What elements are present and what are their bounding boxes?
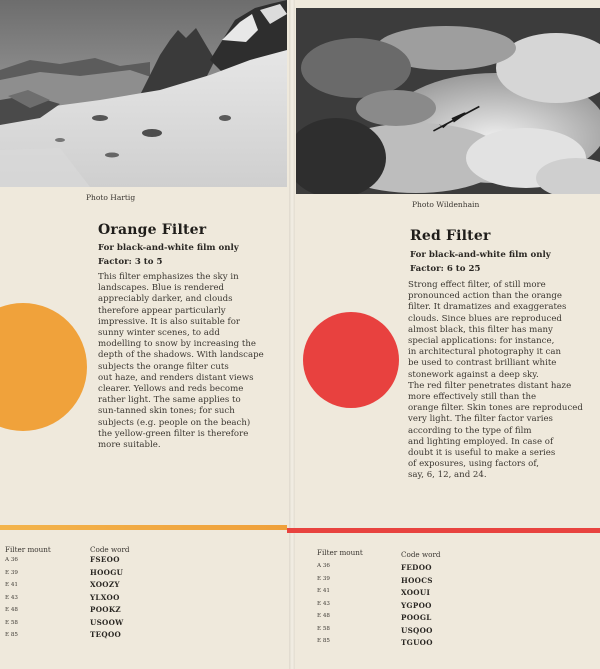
body-line: landscapes. Blue is rendered xyxy=(98,283,225,294)
filter-mount-cell: E 85 xyxy=(317,638,330,644)
filter-mount-cell: E 39 xyxy=(5,569,18,576)
page-fold xyxy=(289,0,295,669)
photo-credit-hartig: Photo Hartig xyxy=(86,193,136,202)
filter-mount-cell: E 41 xyxy=(5,582,18,588)
code-word-cell: YGPOO xyxy=(401,600,432,610)
body-line: filter. It dramatizes and exaggerates xyxy=(408,302,567,313)
body-line: according to the type of film xyxy=(408,425,532,436)
orange-filter-swatch xyxy=(0,303,87,431)
left-code-header: Code word xyxy=(90,545,130,554)
body-line: impressive. It is also suitable for xyxy=(98,316,241,327)
left-mount-header: Filter mount xyxy=(5,545,51,554)
body-line: clearer. Yellows and reds become xyxy=(98,384,244,395)
body-line: more effectively still than the xyxy=(408,392,537,403)
filter-mount-cell: E 85 xyxy=(5,632,18,638)
code-word-cell: FSEOO xyxy=(90,555,120,564)
red-filter-swatch xyxy=(303,312,399,408)
body-line: pronounced action than the orange xyxy=(408,291,562,302)
body-line: subjects (e.g. people on the beach) xyxy=(98,417,251,428)
filter-mount-cell: E 43 xyxy=(317,600,330,607)
filter-mount-cell: E 43 xyxy=(5,594,18,601)
body-line: sunny winter scenes, to add xyxy=(98,328,220,339)
photo-credit-wildenhain: Photo Wildenhain xyxy=(412,200,480,209)
left-code-list xyxy=(90,554,124,642)
code-word-cell: FEDOO xyxy=(401,563,432,572)
orange-filter-subtitle: For black-and-white film only xyxy=(98,243,239,253)
code-word-cell: HOOGU xyxy=(90,567,124,577)
code-word-cell: XOOZY xyxy=(90,580,120,589)
orange-stripe xyxy=(0,525,287,530)
filter-mount-cell: E 58 xyxy=(317,625,330,632)
body-line: out haze, and renders distant views xyxy=(98,372,254,383)
body-line: special applications: for instance, xyxy=(408,336,555,347)
body-line: the yellow-green filter is therefore xyxy=(98,428,249,439)
filter-mount-cell: A 36 xyxy=(5,557,18,563)
body-line: very light. The filter factor varies xyxy=(408,414,553,425)
filter-mount-cell: E 39 xyxy=(317,575,330,582)
mountain-photo xyxy=(0,0,287,187)
orange-filter-body xyxy=(98,272,264,451)
code-word-cell: POOKZ xyxy=(90,605,121,614)
code-word-cell: XOOUI xyxy=(401,588,431,597)
body-line: therefore appear particularly xyxy=(98,305,226,316)
filter-mount-cell: E 41 xyxy=(317,588,330,594)
filter-mount-cell: E 58 xyxy=(5,619,18,626)
right-code-list xyxy=(401,562,433,650)
body-line: modelling to snow by increasing the xyxy=(98,339,256,350)
code-word-cell: YLXOO xyxy=(90,592,120,602)
right-mount-list xyxy=(317,560,330,648)
red-filter-subtitle: For black-and-white film only xyxy=(410,250,551,260)
body-line: say, 6, 12, and 24. xyxy=(408,470,487,481)
body-line: orange filter. Skin tones are reproduced xyxy=(408,403,583,414)
code-word-cell: USOOW xyxy=(90,617,124,627)
left-mount-list xyxy=(5,554,18,642)
code-word-cell: TGUOO xyxy=(401,638,433,647)
body-line: stonework against a deep sky. xyxy=(408,369,539,380)
code-word-cell: TEQOO xyxy=(90,630,122,639)
body-line: appreciably darker, and clouds xyxy=(98,294,233,305)
body-line: clouds. Since blues are reproduced xyxy=(408,313,562,324)
orange-filter-title: Orange Filter xyxy=(98,222,207,238)
filter-mount-cell: E 48 xyxy=(317,613,330,619)
body-line: Strong effect filter, of still more xyxy=(408,280,546,290)
body-line: in architectural photography it can xyxy=(408,347,561,358)
body-line: sun-tanned skin tones; for such xyxy=(98,406,235,417)
red-filter-title: Red Filter xyxy=(410,228,491,244)
body-line: The red filter penetrates distant haze xyxy=(408,380,572,391)
filter-mount-cell: E 48 xyxy=(5,607,18,613)
code-word-cell: HOOCS xyxy=(401,575,433,585)
body-line: subjects the orange filter cuts xyxy=(98,361,229,372)
red-stripe xyxy=(287,528,600,533)
orange-filter-factor: Factor: 3 to 5 xyxy=(98,257,163,267)
body-line: This filter emphasizes the sky in xyxy=(98,272,239,282)
body-line: more suitable. xyxy=(98,440,161,451)
body-line: rather light. The same applies to xyxy=(98,395,241,406)
body-line: be used to contrast brilliant white xyxy=(408,358,557,369)
body-line: depth of the shadows. With landscape xyxy=(98,350,264,361)
red-filter-body xyxy=(408,280,583,482)
right-code-header: Code word xyxy=(401,550,441,559)
red-filter-factor: Factor: 6 to 25 xyxy=(410,264,481,274)
body-line: doubt it is useful to make a series xyxy=(408,448,556,459)
body-line: and lighting employed. In case of xyxy=(408,436,554,447)
glider-photo xyxy=(296,8,600,194)
right-mount-header: Filter mount xyxy=(317,548,363,557)
body-line: almost black, this filter has many xyxy=(408,324,553,335)
code-word-cell: USQOO xyxy=(401,625,433,635)
code-word-cell: POOGL xyxy=(401,613,432,622)
filter-mount-cell: A 36 xyxy=(317,563,330,569)
body-line: of exposures, using factors of, xyxy=(408,459,539,470)
